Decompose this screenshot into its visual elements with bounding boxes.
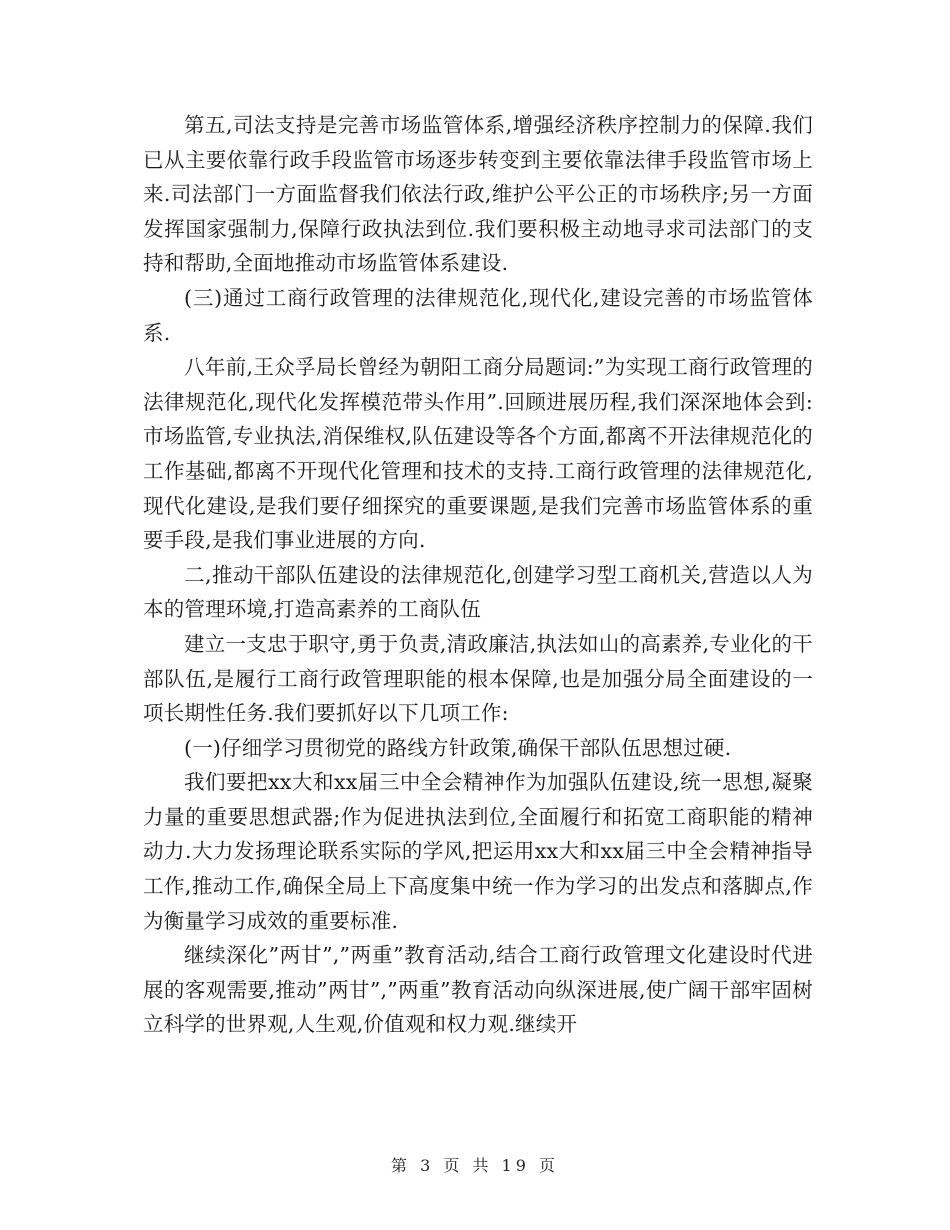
paragraph-heading-three: (三)通过工商行政管理的法律规范化,现代化,建设完善的市场监管体系. [143,285,813,345]
paragraph-inscription: 八年前,王众孚局长曾经为朝阳工商分局题词:”为实现工商行政管理的法律规范化,现代化发挥模范带头作用”.回顾进展历程,我们深深地体会到:市场监管,专业执法,消保维权,队伍建设等各个方面,都离不开法律规范化的工作基础,都离不开现代化管理和技术的支持.工商行政管理的法律规范化,现代化建设,是我们要仔细探究的重要课题,是我们完善市场监管体系的重要手段,是我们事业进展的方向. [143,355,813,553]
document-body [143,108,813,1042]
paragraph-heading-one: (一)仔细学习贯彻党的路线方针政策,确保干部队伍思想过硬. [184,735,732,760]
page-number-footer: 第 3 页 共 19 页 [391,1156,559,1175]
paragraph-cadre-team: 建立一支忠于职守,勇于负责,清政廉洁,执法如山的高素养,专业化的干部队伍,是履行工商行政管理职能的根本保障,也是加强分局全面建设的一项长期性任务.我们要抓好以下几项工作: [143,631,813,726]
paragraph-judicial-support: 第五,司法支持是完善市场监管体系,增强经济秩序控制力的保障.我们已从主要依靠行政手段监管市场逐步转变到主要依靠法律手段监管市场上来.司法部门一方面监督我们依法行政,维护公平公正的市场秩序;另一方面发挥国家强制力,保障行政执法到位.我们要积极主动地寻求司法部门的支持和帮助,全面地推动市场监管体系建设. [143,113,813,276]
paragraph-section-two-heading: 二,推动干部队伍建设的法律规范化,创建学习型工商机关,营造以人为本的管理环境,打造高素养的工商队伍 [143,562,813,622]
paragraph-education-activity: 继续深化”两甘”,”两重”教育活动,结合工商行政管理文化建设时代进展的客观需要,推动”两甘”,”两重”教育活动向纵深进展,使广阔干部牢固树立科学的世界观,人生观,价值观和权力观.继续开 [143,943,813,1037]
paragraph-study-spirit: 我们要把xx大和xx届三中全会精神作为加强队伍建设,统一思想,凝聚力量的重要思想武器;作为促进执法到位,全面履行和拓宽工商职能的精神动力.大力发扬理论联系实际的学风,把运用xx大和xx届三中全会精神指导工作,推动工作,确保全局上下高度集中统一作为学习的出发点和落脚点,作为衡量学习成效的重要标准. [143,770,813,933]
